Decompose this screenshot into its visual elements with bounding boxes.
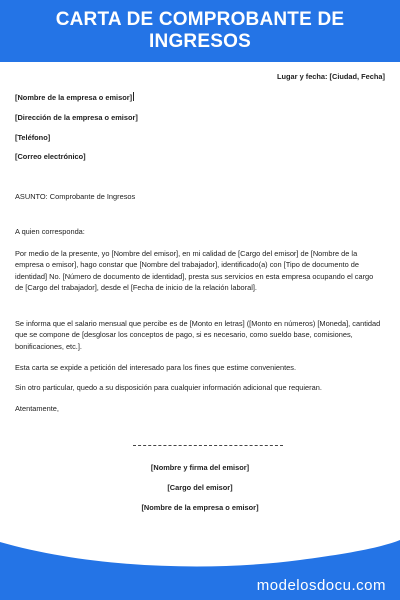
- place-date: Lugar y fecha: [Ciudad, Fecha]: [276, 72, 385, 81]
- body-paragraph-purpose: Esta carta se expide a petición del interesado para los fines que estime convenientes.: [15, 363, 297, 372]
- greeting: A quien corresponda:: [15, 227, 85, 236]
- body-paragraph-availability: Sin otro particular, quedo a su disposición para cualquier información adicional que requieran.: [15, 383, 322, 392]
- subject-line: ASUNTO: Comprobante de Ingresos: [15, 192, 136, 201]
- document-title-line-1: CARTA DE COMPROBANTE DE: [55, 9, 345, 30]
- signature-name: [Nombre y firma del emisor]: [150, 463, 250, 472]
- footer-website[interactable]: modelosdocu.com: [256, 577, 386, 594]
- sender-company-name: [Nombre de la empresa o emisor]: [15, 93, 133, 102]
- text-cursor: [133, 92, 134, 101]
- signature-role: [Cargo del emisor]: [167, 483, 233, 492]
- title-banner: [0, 0, 400, 62]
- signature-company: [Nombre de la empresa o emisor]: [141, 503, 259, 512]
- document-title-line-2: INGRESOS: [149, 31, 251, 52]
- closing: Atentamente,: [15, 404, 59, 413]
- sender-company-address: [Dirección de la empresa o emisor]: [15, 113, 138, 122]
- sender-phone: [Teléfono]: [15, 133, 51, 142]
- signature-line: [133, 445, 283, 446]
- body-paragraph-salary: Se informa que el salario mensual que percibe es de [Monto en letras] ([Monto en números) [Moneda], cantidad que se compone de [desglosar los conceptos de pago, si es necesario, como sueldo base, comisiones, bonificaciones, etc.].: [15, 319, 381, 351]
- body-paragraph-identity: Por medio de la presente, yo [Nombre del emisor], en mi calidad de [Cargo del emisor] de [Nombre de la empresa o emisor], hago constar que [Nombre del trabajador], identificado(a) con [Tipo de documento de identidad] No. [Número de documento de identidad], presta sus servicios en esta empresa ocupando el cargo de [Cargo del trabajador], desde el [Fecha de inicio de la relación laboral].: [15, 249, 374, 293]
- sender-email: [Correo electrónico]: [15, 152, 86, 161]
